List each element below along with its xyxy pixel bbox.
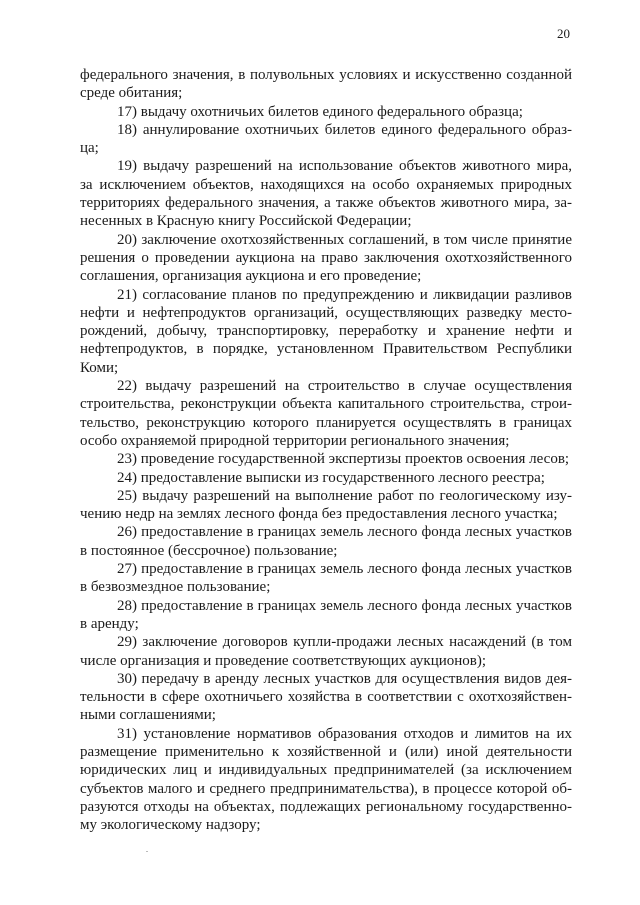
text-line: за исключением объектов, находящихся на особо охраняемых природных xyxy=(80,176,572,193)
text-line: 20) заключение охотхозяйственных соглашений, в том числе принятие xyxy=(117,231,572,248)
text-line: соглашения, организация аукциона и его проведение; xyxy=(80,268,422,285)
text-line: субъектов малого и среднего предпринимательства), в процессе которой об- xyxy=(80,780,572,797)
text-line: нефти и нефтепродуктов организаций, осуществляющих разведку место- xyxy=(80,304,572,321)
text-line: 26) предоставление в границах земель лесного фонда лесных участков xyxy=(117,524,572,541)
page-number: 20 xyxy=(557,26,570,41)
text-line: 17) выдачу охотничьих билетов единого федерального образца; xyxy=(117,103,523,120)
text-line: 24) предоставление выписки из государственного лесного реестра; xyxy=(117,469,545,486)
text-line: тельности в сфере охотничьего хозяйства в соответствии с охотхозяйствен- xyxy=(80,689,572,706)
text-line: особо охраняемой природной территории регионального значения; xyxy=(80,432,510,449)
text-line: 21) согласование планов по предупреждению и ликвидации разливов xyxy=(117,286,572,303)
scan-speck xyxy=(146,851,148,852)
text-line: ными соглашениями; xyxy=(80,707,216,724)
text-line: среде обитания; xyxy=(80,85,183,102)
text-line: 29) заключение договоров купли-продажи лесных насаждений (в том xyxy=(117,634,572,651)
text-line: в постоянное (бессрочное) пользование; xyxy=(80,542,338,559)
text-line: федерального значения, в полувольных условиях и искусственно созданной xyxy=(80,67,572,83)
text-line: территориях федерального значения, а также объектов животного мира, за- xyxy=(80,195,572,212)
text-line: 31) установление нормативов образования отходов и лимитов на их xyxy=(117,725,572,742)
text-line: Коми; xyxy=(80,359,119,376)
text-line: 30) передачу в аренду лесных участков для осуществления видов дея- xyxy=(117,670,572,687)
text-line: юридических лиц и индивидуальных предпринимателей (за исключением xyxy=(80,762,572,779)
text-line: тельство, реконструкцию которого планируется осуществлять в границах xyxy=(80,414,572,431)
text-line: 28) предоставление в границах земель лесного фонда лесных участков xyxy=(117,597,572,614)
text-line: ца; xyxy=(80,140,99,157)
text-line: числе организация и проведение соответствующих аукционов); xyxy=(80,652,487,669)
text-line: в аренду; xyxy=(80,615,139,632)
text-line: 27) предоставление в границах земель лесного фонда лесных участков xyxy=(117,561,572,578)
text-line: рождений, добычу, транспортировку, переработку и хранение нефти и xyxy=(80,323,572,340)
text-line: 18) аннулирование охотничьих билетов единого федерального образ- xyxy=(117,121,572,138)
text-line: размещение применительно к хозяйственной и (или) иной деятельности xyxy=(80,743,572,760)
text-line: 22) выдачу разрешений на строительство в случае осуществления xyxy=(117,378,572,395)
text-line: 25) выдачу разрешений на выполнение работ по геологическому изу- xyxy=(117,487,572,504)
text-line: 19) выдачу разрешений на использование объектов животного мира, xyxy=(117,158,572,175)
document-body xyxy=(80,66,572,834)
text-line: несенных в Красную книгу Российской Федерации; xyxy=(80,213,412,230)
text-line: строительства, реконструкции объекта капитального строительства, строи- xyxy=(80,396,572,413)
text-line: решения о проведении аукциона на право заключения охотхозяйственного xyxy=(80,249,572,266)
text-line: му экологическому надзору; xyxy=(80,817,261,834)
text-line: нефтепродуктов, в порядке, установленном Правительством Республики xyxy=(80,341,572,358)
text-line: 23) проведение государственной экспертизы проектов освоения лесов; xyxy=(117,451,570,468)
text-line: в безвозмездное пользование; xyxy=(80,579,271,596)
text-line: разуются отходы на объектах, подлежащих региональному государственно- xyxy=(80,798,572,815)
text-line: чению недр на землях лесного фонда без предоставления лесного участка; xyxy=(80,506,558,523)
